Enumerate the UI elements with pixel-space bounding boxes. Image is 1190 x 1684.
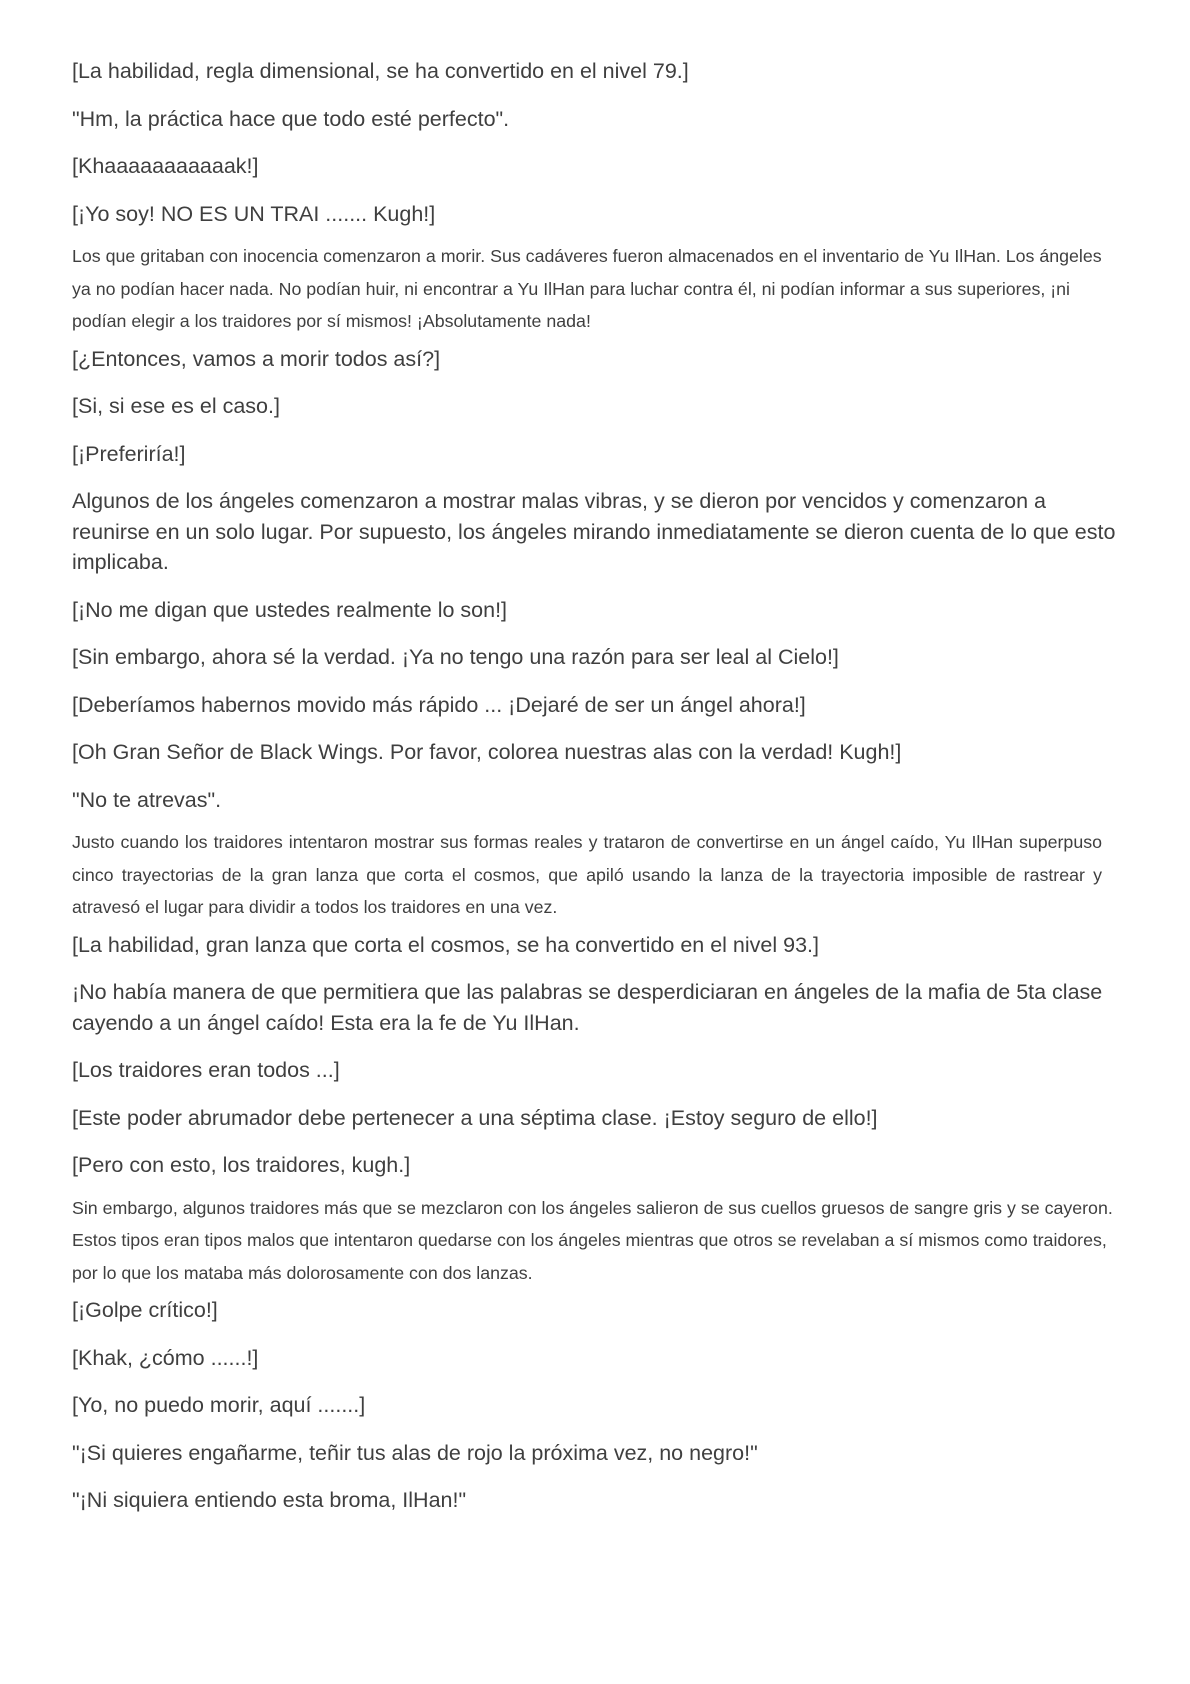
paragraph-7: [Si, si ese es el caso.] [72,394,280,418]
paragraph-13: [Oh Gran Señor de Black Wings. Por favor, colorea nuestras alas con la verdad! Kugh!] [72,740,902,764]
paragraph-14: "No te atrevas". [72,787,222,812]
paragraph-15: Justo cuando los traidores intentaron mostrar sus formas reales y trataron de convertirse en un ángel caído, Yu IlHan superpuso cinco trayectorias de la gran lanza que corta el cosmos, que apiló usando la lanza de la trayectoria imposible de rastrear y atravesó el lugar para dividir a todos los traidores en una vez. [72,832,1107,917]
paragraph-21: Sin embargo, algunos traidores más que se mezclaron con los ángeles salieron de sus cuellos gruesos de sangre gris y se cayeron. Estos tipos eran tipos malos que intentaron quedarse con los ángeles mientras que otros se revelaban a sí mismos como traidores, por lo que los mataba más dolorosamente con dos lanzas. [72,1197,1118,1283]
paragraph-4: [¡Yo soy! NO ES UN TRAI ....... Kugh!] [72,201,436,226]
paragraph-16: [La habilidad, gran lanza que corta el cosmos, se ha convertido en el nivel 93.] [72,932,819,957]
paragraph-25: "¡Si quieres engañarme, teñir tus alas de rojo la próxima vez, no negro!" [72,1440,758,1465]
paragraph-23: [Khak, ¿cómo ......!] [72,1345,259,1370]
paragraph-3: [Khaaaaaaaaaaak!] [72,154,259,178]
paragraph-22: [¡Golpe crítico!] [72,1298,218,1322]
paragraph-24: [Yo, no puedo morir, aquí .......] [72,1393,366,1417]
paragraph-9: Algunos de los ángeles comenzaron a mostrar malas vibras, y se dieron por vencidos y comenzaron a reunirse en un solo lugar. Por supuesto, los ángeles mirando inmediatamente se dieron cuenta de lo que esto implicaba. [72,489,1122,574]
paragraph-1: [La habilidad, regla dimensional, se ha convertido en el nivel 79.] [72,59,689,83]
paragraph-20: [Pero con esto, los traidores, kugh.] [72,1153,411,1177]
paragraph-11: [Sin embargo, ahora sé la verdad. ¡Ya no tengo una razón para ser leal al Cielo!] [72,645,839,669]
paragraph-8: [¡Preferiría!] [72,441,186,466]
paragraph-26: "¡Ni siquiera entiendo esta broma, IlHan!" [72,1488,467,1512]
paragraph-2: "Hm, la práctica hace que todo esté perfecto". [72,106,510,131]
paragraph-19: [Este poder abrumador debe pertenecer a una séptima clase. ¡Estoy seguro de ello!] [72,1105,878,1130]
paragraph-17: ¡No había manera de que permitiera que las palabras se desperdiciaran en ángeles de la mafia de 5ta clase cayendo a un ángel caído! Esta era la fe de Yu IlHan. [72,980,1109,1035]
paragraph-6: [¿Entonces, vamos a morir todos así?] [72,346,441,371]
paragraph-10: [¡No me digan que ustedes realmente lo son!] [72,597,508,622]
paragraph-5: Los que gritaban con inocencia comenzaron a morir. Sus cadáveres fueron almacenados en el inventario de Yu IlHan. Los ángeles ya no podían hacer nada. No podían huir, ni encontrar a Yu IlHan para luchar contra él, ni podían informar a sus superiores, ¡ni podían elegir a los traidores por sí mismos! ¡Absolutamente nada! [72,246,1107,331]
paragraph-12: [Deberíamos habernos movido más rápido ... ¡Dejaré de ser un ángel ahora!] [72,692,806,717]
paragraph-18: [Los traidores eran todos ...] [72,1058,340,1082]
